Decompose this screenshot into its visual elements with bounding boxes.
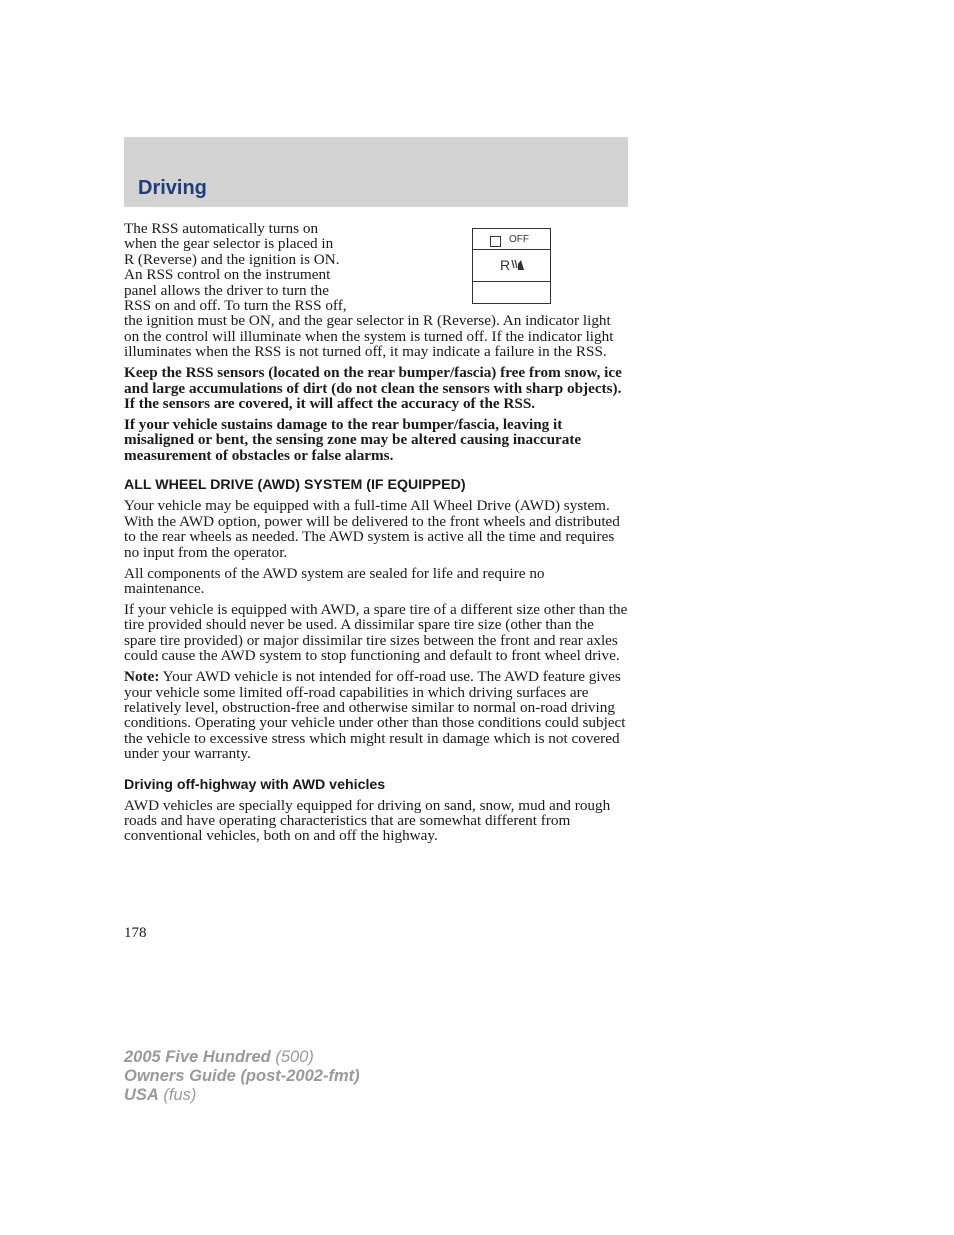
footer-market-code: (fus) — [158, 1086, 197, 1104]
awd-paragraph: All components of the AWD system are sealed for life and require no maintenance. — [124, 564, 545, 597]
footer-model-code: (500) — [270, 1048, 314, 1066]
intro-line: when the gear selector is placed in — [124, 235, 334, 253]
awd-heading: ALL WHEEL DRIVE (AWD) SYSTEM (IF EQUIPPED) — [124, 477, 466, 494]
document-footer — [124, 1048, 360, 1105]
note-text: Your AWD vehicle is not intended for off-road use. The AWD feature gives your vehicle some limited off-road capabilities in which driving surfaces are relatively level, obstruction-free and otherwise similar to normal on-road driving conditions. Operating your vehicle under other than those conditions could subject the vehicle to excessive stress which might result in damage which is not covered under your warranty. — [124, 668, 626, 763]
footer-line — [124, 1048, 360, 1067]
rss-warning-damage: If your vehicle sustains damage to the rear bumper/fascia, leaving it misaligned or bent, the sensing zone may be altered causing inaccurate measurement of obstacles or false alarms. — [124, 416, 582, 464]
note-label: Note: — [124, 668, 160, 686]
intro-line: R (Reverse) and the ignition is ON. — [124, 250, 340, 268]
offhighway-paragraph: AWD vehicles are specially equipped for driving on sand, snow, mud and rough roads and have operating characteristics that are somewhat different from conventional vehicles, both on and off the highway. — [124, 796, 611, 845]
intro-line: An RSS control on the instrument — [124, 266, 331, 284]
rss-intro-continuation: the ignition must be ON, and the gear selector in R (Reverse). An indicator light on the control will illuminate when the system is turned off. If the indicator light illuminates when the RSS is not turned off, it may indicate a failure in the RSS. — [124, 312, 614, 361]
footer-line — [124, 1086, 360, 1105]
section-header — [124, 137, 628, 207]
intro-line: The RSS automatically turns on — [124, 220, 319, 237]
rss-warning-sensors: Keep the RSS sensors (located on the rear bumper/fascia) free from snow, ice and large accumulations of dirt (do not clean the sensors with sharp objects). If the sensors are covered, it will affect the accuracy of the RSS. — [124, 364, 622, 413]
footer-model: 2005 Five Hundred — [124, 1048, 271, 1066]
page-number: 178 — [124, 925, 147, 941]
intro-line: panel allows the driver to turn the — [124, 281, 329, 299]
section-title: Driving — [138, 177, 207, 199]
intro-line: RSS on and off. To turn the RSS off, — [124, 297, 347, 315]
rss-intro-wrapped-lines — [124, 221, 628, 313]
rss-r-label: R — [500, 257, 511, 273]
awd-note — [124, 669, 628, 761]
awd-paragraph: If your vehicle is equipped with AWD, a spare tire of a different size other than the tire provided should never be used. A dissimilar spare tire size (other than the spare tire provided) or major dissimilar tire sizes between the front and rear axles could cause the AWD system to stop functioning and default to front wheel drive. — [124, 600, 628, 665]
rss-intro — [124, 221, 628, 360]
main-column — [124, 221, 628, 849]
rss-off-label: OFF — [509, 234, 529, 245]
footer-guide: Owners Guide (post-2002-fmt) — [124, 1067, 360, 1085]
footer-market: USA — [124, 1086, 159, 1104]
offhighway-heading: Driving off-highway with AWD vehicles — [124, 776, 386, 793]
awd-paragraph: Your vehicle may be equipped with a full-time All Wheel Drive (AWD) system. With the AWD option, power will be delivered to the front wheels and distributed to the rear wheels as needed. The AWD system is active all the time and requires no input from the operator. — [124, 497, 620, 561]
